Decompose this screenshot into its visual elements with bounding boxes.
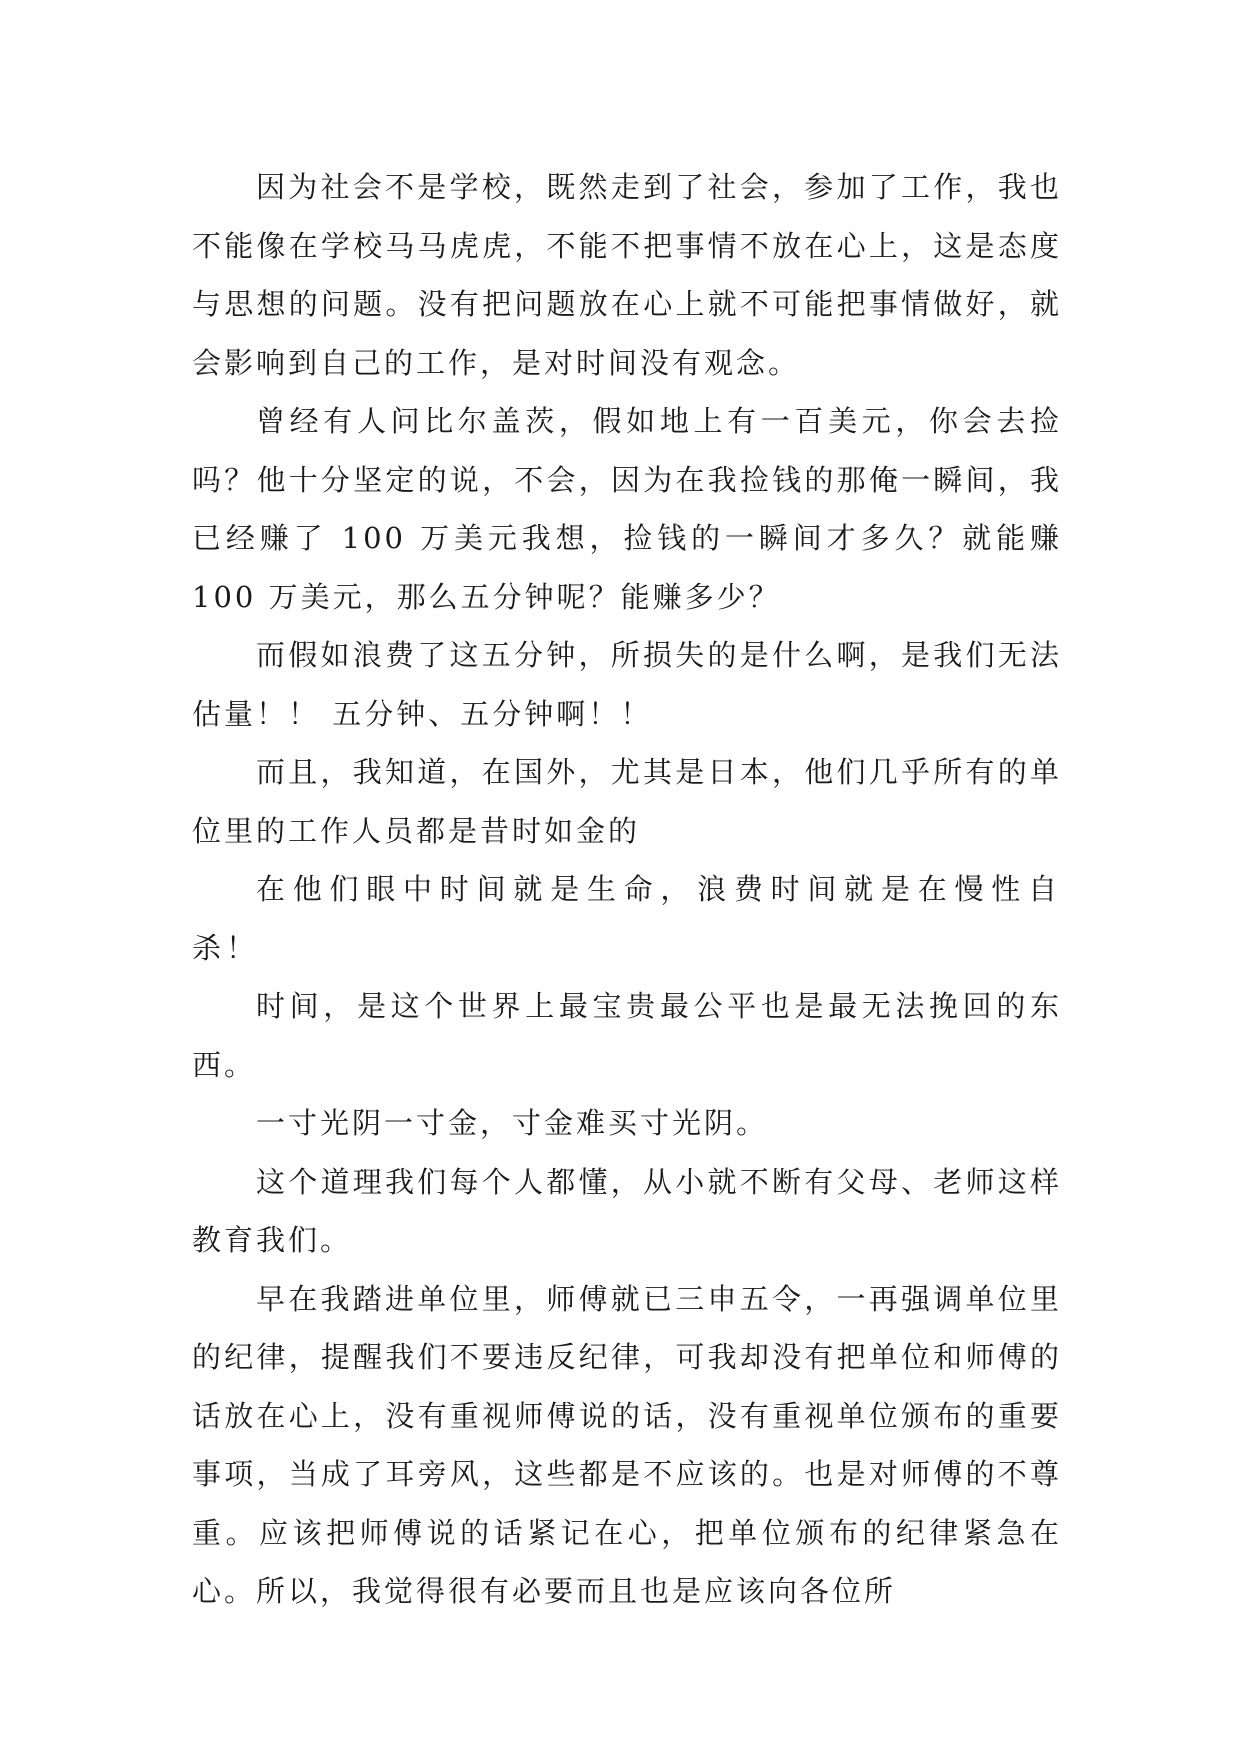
paragraph-4: 而且，我知道，在国外，尤其是日本，他们几乎所有的单位里的工作人员都是昔时如金的: [192, 755, 1062, 848]
paragraph-9: 早在我踏进单位里，师傅就已三申五令，一再强调单位里的纪律，提醒我们不要违反纪律，可我却没有把单位和师傅的话放在心上，没有重视师傅说的话，没有重视单位颁布的重要事项，当成了耳旁风，这些都是不应该的。也是对师傅的不尊重。应该把师傅说的话紧记在心，把单位颁布的纪律紧急在心。所以，我觉得很有必要而且也是应该向各位所: [192, 1281, 1062, 1608]
paragraph-1: 因为社会不是学校，既然走到了社会，参加了工作，我也不能像在学校马马虎虎，不能不把事情不放在心上，这是态度与思想的问题。没有把问题放在心上就不可能把事情做好，就会影响到自己的工作，是对时间没有观念。: [192, 170, 1062, 380]
document-body: [192, 158, 1062, 1621]
paragraph-6: 时间，是这个世界上最宝贵最公平也是最无法挽回的东西。: [192, 989, 1062, 1082]
paragraph-2: 曾经有人问比尔盖茨，假如地上有一百美元，你会去捡吗？他十分坚定的说，不会，因为在我捡钱的那俺一瞬间，我已经赚了 100 万美元我想，捡钱的一瞬间才多久？就能赚 100 万美元，那么五分钟呢？能赚多少？: [192, 404, 1062, 614]
paragraph-3: 而假如浪费了这五分钟，所损失的是什么啊，是我们无法估量！！ 五分钟、五分钟啊！！: [192, 638, 1062, 731]
paragraph-5: 在他们眼中时间就是生命，浪费时间就是在慢性自杀！: [192, 872, 1062, 965]
paragraph-8: 这个道理我们每个人都懂，从小就不断有父母、老师这样教育我们。: [192, 1164, 1062, 1257]
paragraph-7: 一寸光阴一寸金，寸金难买寸光阴。: [256, 1106, 769, 1140]
